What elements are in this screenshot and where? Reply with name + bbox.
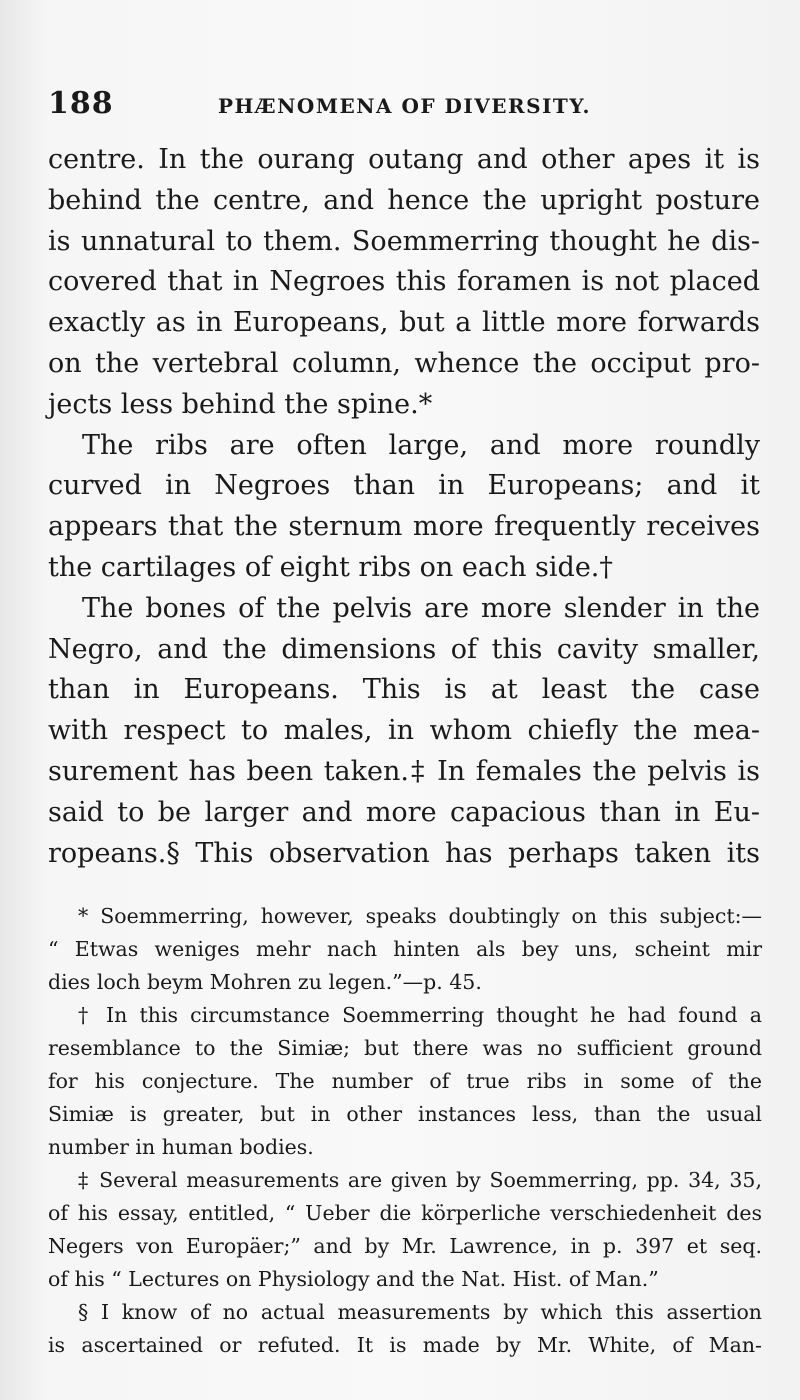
body-line: The ribs are often large, and more roundly: [82, 429, 760, 461]
footnote-line: “ Etwas weniges mehr nach hinten als bey uns, scheint mir: [48, 937, 762, 961]
body-line: exactly as in Europeans, but a little more forwards: [48, 307, 760, 339]
body-line: Negro, and the dimensions of this cavity smaller,: [48, 633, 760, 665]
footnote-line: resemblance to the Simiæ; but there was no sufficient ground: [48, 1036, 762, 1060]
footnote-line: of his “ Lectures on Physiology and the Nat. Hist. of Man.”: [48, 1267, 659, 1291]
footnote-line: of his essay, entitled, “ Ueber die körperliche verschiedenheit des: [48, 1201, 762, 1225]
footnote-line: Simiæ is greater, but in other instances less, than the usual: [48, 1102, 762, 1126]
page-number: 188: [48, 86, 114, 121]
body-line: covered that in Negroes this foramen is not placed: [48, 266, 760, 298]
footnotes: [48, 900, 762, 1362]
body-line: behind the centre, and hence the upright posture: [48, 184, 760, 216]
body-line: curved in Negroes than in Europeans; and it: [48, 470, 760, 502]
body-line: is unnatural to them. Soemmerring thought he dis-: [48, 225, 760, 257]
running-head: PHÆNOMENA OF DIVERSITY.: [218, 94, 591, 118]
body-line: appears that the sternum more frequently receives: [48, 511, 760, 543]
body-line: the cartilages of eight ribs on each side.†: [48, 551, 613, 583]
footnote-line: dies loch beym Mohren zu legen.”—p. 45.: [48, 970, 482, 994]
body-line: on the vertebral column, whence the occiput pro-: [48, 347, 760, 379]
body-line: than in Europeans. This is at least the case: [48, 674, 760, 706]
footnote-line: is ascertained or refuted. It is made by Mr. White, of Man-: [48, 1333, 762, 1357]
body-text: [48, 140, 760, 874]
body-line: centre. In the ourang outang and other apes it is: [48, 144, 760, 175]
page-header: [48, 86, 758, 126]
body-line: ropeans.§ This observation has perhaps taken its: [48, 837, 760, 869]
body-line: The bones of the pelvis are more slender in the: [82, 592, 760, 624]
footnote-line: † In this circumstance Soemmerring thought he had found a: [78, 1003, 762, 1027]
body-line: with respect to males, in whom chiefly the mea-: [48, 715, 760, 747]
body-line: surement has been taken.‡ In females the pelvis is: [48, 755, 760, 787]
footnote-line: number in human bodies.: [48, 1135, 314, 1159]
footnote-line: Negers von Europäer;” and by Mr. Lawrence, in p. 397 et seq.: [48, 1234, 762, 1258]
footnote-line: ‡ Several measurements are given by Soemmerring, pp. 34, 35,: [78, 1168, 762, 1192]
body-line: said to be larger and more capacious than in Eu-: [48, 796, 760, 828]
footnote-line: § I know of no actual measurements by which this assertion: [78, 1300, 762, 1324]
footnote-line: * Soemmerring, however, speaks doubtingly on this subject:—: [78, 904, 762, 928]
body-line: jects less behind the spine.*: [48, 388, 433, 420]
footnote-line: for his conjecture. The number of true ribs in some of the: [48, 1069, 762, 1093]
